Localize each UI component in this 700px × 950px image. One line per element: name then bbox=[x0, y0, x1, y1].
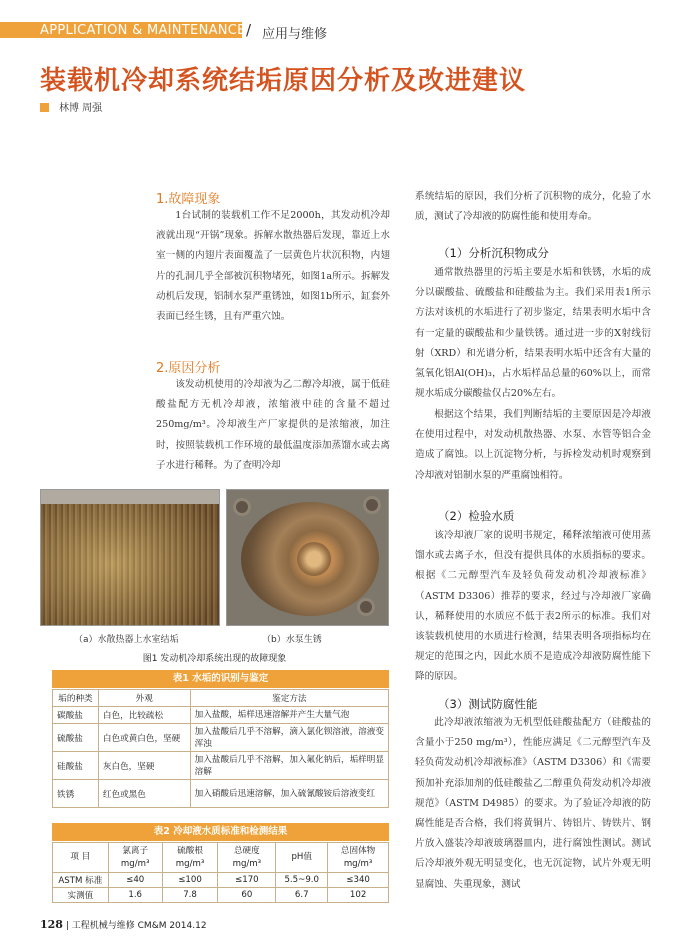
table-cell: 加入盐酸后几乎不溶解，滴入氯化钡溶液，溶液变浑浊 bbox=[190, 724, 388, 752]
table-header: 鉴定方法 bbox=[190, 690, 388, 707]
table-cell: 硅酸盐 bbox=[53, 752, 99, 780]
journal-issue: CM&M 2014.12 bbox=[137, 921, 207, 931]
author-square-icon bbox=[40, 103, 49, 112]
footer-divider: | bbox=[65, 921, 72, 931]
table-cell: ≤40 bbox=[108, 873, 162, 888]
table-cell: 红色或黑色 bbox=[98, 780, 190, 808]
table-cell: 白色，比较疏松 bbox=[98, 707, 190, 724]
table-cell: 加入盐酸后几乎不溶解，加入氟化钠后，垢样明显溶解 bbox=[190, 752, 388, 780]
pump-bolt-ear bbox=[363, 496, 381, 514]
table-header: 硫酸根 mg/m³ bbox=[162, 843, 218, 873]
subsection-1-paragraph-2: 根据这个结果，我们判断结垢的主要原因是冷却液在使用过程中，对发动机散热器、水泵、水管等铝合金造成了腐蚀。以上沉淀物分析，与拆检发动机时观察到冷却液对铝制水泵的严重腐蚀相符。 bbox=[415, 409, 651, 481]
subsection-2-paragraph: 该冷却液厂家的说明书规定，稀释浓缩液可使用蒸馏水或去离子水，但没有提供具体的水质指标的要求。根据《二元醇型汽车及轻负荷发动机冷却液标准》（ASTM D3306）推荐的要求，经过与冷却液厂家确认，稀释使用的水质应不低于表2所示的标准。我们对该装载机使用的水质进行检测，结果表明各项指标均在规定的范围之内，因此水质不是造成冷却液防腐性能下降的原因。 bbox=[415, 530, 651, 683]
section-2-paragraph-continued: 系统结垢的原因，我们分析了沉积物的成分，化验了水质，测试了冷却液的防腐性能和使用寿命。 bbox=[415, 191, 651, 223]
table-header: 总固体物 mg/m³ bbox=[328, 843, 389, 873]
subsection-1-heading: （1）分析沉积物成分 bbox=[438, 246, 549, 260]
subsection-3-heading: （3）测试防腐性能 bbox=[438, 697, 538, 711]
table-row bbox=[53, 780, 389, 808]
section-name-en: APPLICATION & MAINTENANCE bbox=[40, 23, 246, 38]
table-cell: 加入硝酸后迅速溶解，加入硫氰酸铵后溶液变红 bbox=[190, 780, 388, 808]
author-names: 林博 周强 bbox=[59, 103, 103, 114]
water-quality-table bbox=[52, 842, 389, 903]
pump-bolt-ear bbox=[357, 598, 375, 616]
table-row bbox=[53, 707, 389, 724]
subsection-2-heading: （2）检验水质 bbox=[438, 509, 515, 523]
table-cell: ≤340 bbox=[328, 873, 389, 888]
table-row bbox=[53, 752, 389, 780]
journal-name: 工程机械与维修 bbox=[71, 921, 135, 931]
table-cell: ≤170 bbox=[218, 873, 276, 888]
table-cell: 6.7 bbox=[276, 888, 328, 903]
table-cell: 1.6 bbox=[108, 888, 162, 903]
table-cell: 实测值 bbox=[53, 888, 109, 903]
table-1-title: 表1 水垢的识别与鉴定 bbox=[52, 670, 389, 688]
table-cell: ASTM 标准 bbox=[53, 873, 109, 888]
radiator-deposit-overlay bbox=[41, 490, 219, 625]
page-footer bbox=[40, 918, 207, 931]
table-cell: 60 bbox=[218, 888, 276, 903]
pump-bolt-ear bbox=[233, 498, 251, 516]
pump-hub bbox=[297, 542, 331, 576]
table-header: 项 目 bbox=[53, 843, 109, 873]
table-header: pH值 bbox=[276, 843, 328, 873]
figure-caption-b: （b）水泵生锈 bbox=[262, 635, 322, 645]
section-1-heading: 1.故障现象 bbox=[156, 192, 221, 207]
section-2-paragraph: 该发动机使用的冷却液为乙二醇冷却液，属于低硅酸盐配方无机冷却液，浓缩液中硅的含量不超过250mg/m³。冷却液生产厂家提供的是浓缩液，加注时，按照装载机工作环境的最低温度添加蒸馏水或去离子水进行稀释。为了查明冷却 bbox=[156, 379, 390, 471]
section-slash: / bbox=[246, 21, 252, 39]
table-header: 外观 bbox=[98, 690, 190, 707]
table-cell: 铁锈 bbox=[53, 780, 99, 808]
table-cell: 白色或黄白色，坚硬 bbox=[98, 724, 190, 752]
subsection-1-paragraph: 通常散热器里的污垢主要是水垢和铁锈，水垢的成分以碳酸盐、硫酸盐和硅酸盐为主。我们采用表1所示方法对该机的水垢进行了初步鉴定，结果表明水垢中含有一定量的碳酸盐和少量铁锈。通过进一步的X射线衍射（XRD）和光谱分析，结果表明水垢中还含有大量的氢氧化铝Al(OH)₃，占水垢样品总量的60%以上，而常规水垢成分碳酸盐仅占20%左右。 bbox=[415, 267, 651, 400]
section-name-cn: 应用与维修 bbox=[262, 27, 328, 42]
table-cell: 加入盐酸，垢样迅速溶解并产生大量气泡 bbox=[190, 707, 388, 724]
figure-caption-a: （a）水散热器上水室结垢 bbox=[74, 635, 179, 645]
subsection-3-paragraph: 此冷却液浓缩液为无机型低硅酸盐配方（硅酸盐的含量小于250 mg/m³），性能应满足《二元醇型汽车及轻负荷发动机冷却液标准》（ASTM D3306）和《需要预加补充添加剂的低硅酸盐乙二醇重负荷发动机冷却液规范》（ASTM D4985）的要求。为了验证冷却液的防腐性能是否合格，我们将黄铜片、铸铝片、铸铁片、钢片放入盛装冷却液玻璃器皿内，进行腐蚀性测试。测试后冷却液外观无明显变化，也无沉淀物，试片外观无明显腐蚀、失重现象，测试 bbox=[415, 717, 651, 890]
table-header: 垢的种类 bbox=[53, 690, 99, 707]
table-cell: ≤100 bbox=[162, 873, 218, 888]
section-header bbox=[0, 20, 700, 42]
table-row bbox=[53, 888, 389, 903]
table-row bbox=[53, 873, 389, 888]
table-cell: 灰白色，坚硬 bbox=[98, 752, 190, 780]
figure-caption: 图1 发动机冷却系统出现的故障现象 bbox=[142, 654, 287, 664]
table-row bbox=[53, 724, 389, 752]
scale-identification-table bbox=[52, 689, 389, 808]
radiator-scale-photo bbox=[40, 489, 220, 626]
table-cell: 硫酸盐 bbox=[53, 724, 99, 752]
water-pump-rust-photo bbox=[226, 489, 389, 626]
article-title: 装载机冷却系统结垢原因分析及改进建议 bbox=[40, 66, 527, 96]
section-1-paragraph: 1台试制的装载机工作不足2000h，其发动机冷却液就出现“开锅”现象。拆解水散热器后发现，靠近上水室一侧的内翅片表面覆盖了一层黄色片状沉积物，内翅片的孔洞几乎全部被沉积物堵死，如图1a所示。拆解发动机后发现，铝制水泵严重锈蚀，如图1b所示，缸套外表面已经生锈，且有严重穴蚀。 bbox=[156, 210, 390, 323]
table-cell: 碳酸盐 bbox=[53, 707, 99, 724]
table-cell: 102 bbox=[328, 888, 389, 903]
table-header: 氯离子 mg/m³ bbox=[108, 843, 162, 873]
page-number: 128 bbox=[40, 918, 63, 931]
table-header: 总硬度 mg/m³ bbox=[218, 843, 276, 873]
table-2-title: 表2 冷却液水质标准和检测结果 bbox=[52, 823, 389, 841]
article-authors bbox=[40, 99, 102, 114]
table-cell: 5.5~9.0 bbox=[276, 873, 328, 888]
section-2-heading: 2.原因分析 bbox=[156, 361, 221, 376]
table-cell: 7.8 bbox=[162, 888, 218, 903]
radiator-frame bbox=[41, 490, 219, 504]
